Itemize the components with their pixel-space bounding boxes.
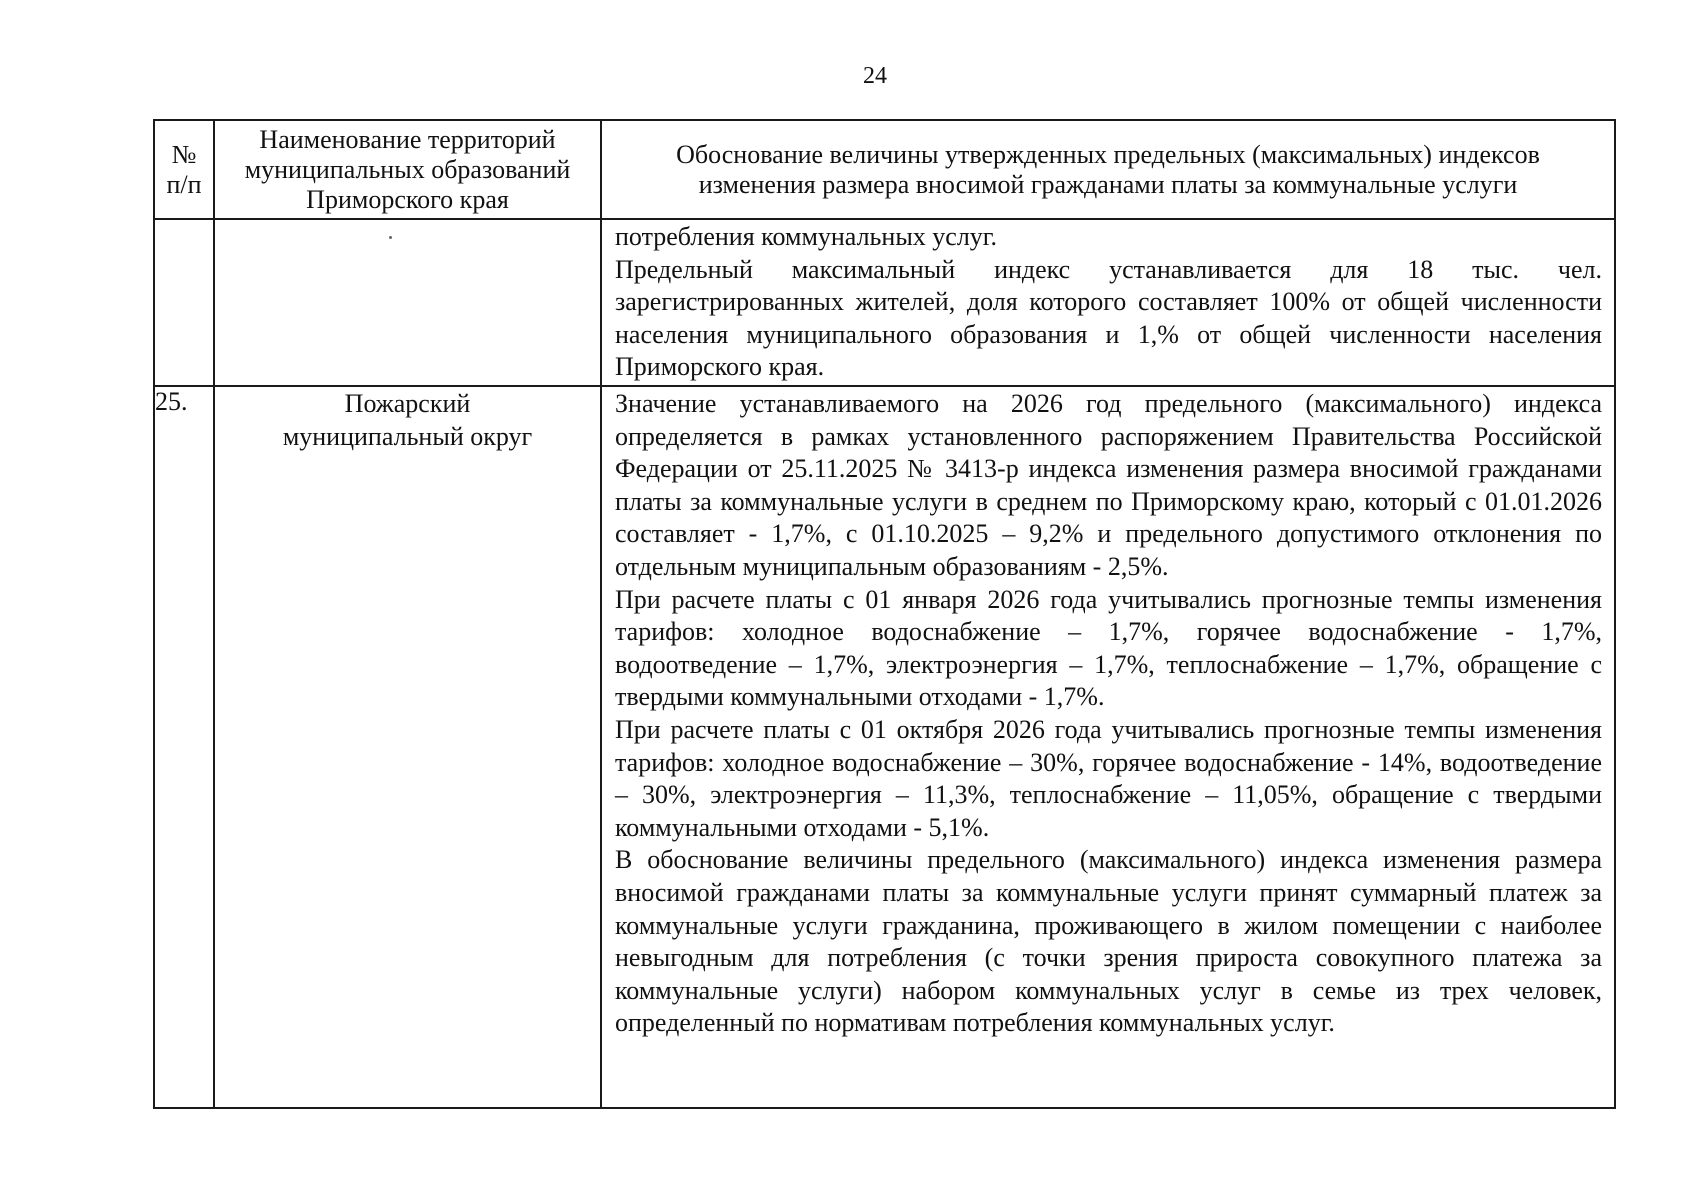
row-number-cell: 25. xyxy=(154,386,214,1108)
header-territory-line3: Приморского края xyxy=(306,184,509,214)
continuation-number-cell xyxy=(154,219,214,386)
territory-name-line1: Пожарский xyxy=(344,389,471,418)
header-territory-line2: муниципальных образований xyxy=(244,154,571,184)
justification-text-cell xyxy=(601,386,1615,1108)
territory-name-cell xyxy=(214,386,601,1108)
header-territory-cell xyxy=(214,120,601,219)
continuation-paragraph: потребления коммунальных услуг. xyxy=(615,222,998,251)
header-justification-line2: изменения размера вносимой гражданами платы за коммунальные услуги xyxy=(698,169,1518,199)
continuation-paragraph: Предельный максимальный индекс устанавливается для 18 тыс. чел. зарегистрированных жителей, доля которого составляет 100% от общей численности населения муниципального образования и 1,% от общей численности населения Приморского края. xyxy=(615,254,1602,382)
header-territory-line1: Наименование территорий xyxy=(259,124,556,154)
header-number-line2: п/п xyxy=(166,169,202,199)
header-number-cell xyxy=(154,120,214,219)
justification-paragraph: Значение устанавливаемого на 2026 год предельного (максимального) индекса определяется в рамках установленного распоряжением Правительства Российской Федерации от 25.11.2025 № 3413-р индекса изменения размера вносимой гражданами платы за коммунальные услуги в среднем по Приморскому краю, который с 01.01.2026 составляет - 1,7%, с 01.10.2025 – 9,2% и предельного допустимого отклонения по отдельным муниципальным образованиям - 2,5%. xyxy=(615,389,1602,581)
table-row-25 xyxy=(154,386,1615,1108)
page-number: 24 xyxy=(863,63,887,89)
scan-speck xyxy=(389,236,392,239)
justification-paragraph: При расчете платы с 01 октября 2026 года учитывались прогнозные темпы изменения тарифов: холодное водоснабжение – 30%, горячее водоснабжение - 14%, водоотведение – 30%, электроэнергия – 11,3%, теплоснабжение – 11,05%, обращение с твердыми коммунальными отходами - 5,1%. xyxy=(615,714,1602,842)
table-row-continuation xyxy=(154,219,1615,386)
table-header-row xyxy=(154,120,1615,219)
header-number-line1: № xyxy=(171,139,197,169)
justification-paragraph: В обоснование величины предельного (максимального) индекса изменения размера вносимой гражданами платы за коммунальные услуги принят суммарный платеж за коммунальные услуги гражданина, проживающего в жилом помещении с наиболее невыгодным для потребления (с точки зрения прироста совокупного платежа за коммунальные услуги) набором коммунальных услуг в семье из трех человек, определенный по нормативам потребления коммунальных услуг. xyxy=(615,845,1602,1038)
continuation-text-cell xyxy=(601,219,1615,386)
index-justification-table xyxy=(153,119,1616,1109)
territory-name-line2: муниципальный округ xyxy=(282,422,533,451)
justification-paragraph: При расчете платы с 01 января 2026 года учитывались прогнозные темпы изменения тарифов: холодное водоснабжение – 1,7%, горячее водоснабжение - 1,7%, водоотведение – 1,7%, электроэнергия – 1,7%, теплоснабжение – 1,7%, обращение с твердыми коммунальными отходами - 1,7%. xyxy=(615,584,1602,712)
header-justification-line1: Обоснование величины утвержденных предельных (максимальных) индексов xyxy=(676,139,1540,169)
continuation-name-cell xyxy=(214,219,601,386)
header-justification-cell xyxy=(601,120,1615,219)
